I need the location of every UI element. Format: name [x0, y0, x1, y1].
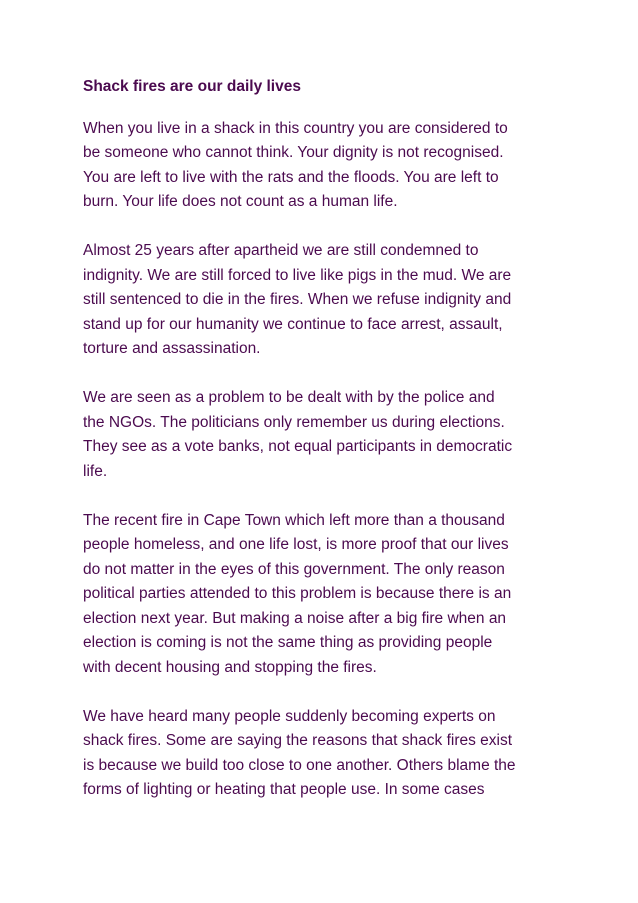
paragraph-line: with decent housing and stopping the fires. [83, 658, 377, 676]
paragraph-line: When you live in a shack in this country you are considered to [83, 119, 508, 137]
paragraph-line: people homeless, and one life lost, is more proof that our lives [83, 536, 509, 553]
paragraph-line: Almost 25 years after apartheid we are still condemned to [83, 242, 479, 259]
paragraph-line: burn. Your life does not count as a human life. [83, 193, 398, 210]
paragraph-line: political parties attended to this problem is because there is an [83, 585, 512, 602]
paragraph-line: indignity. We are still forced to live like pigs in the mud. We are [83, 266, 512, 284]
document-body [83, 75, 603, 827]
paragraph-line: election is coming is not the same thing as providing people [83, 634, 493, 651]
document-title: Shack fires are our daily lives [83, 78, 301, 95]
paragraph-line: election next year. But making a noise after a big fire when an [83, 609, 507, 627]
paragraph-line: life. [83, 462, 108, 480]
paragraph-line: stand up for our humanity we continue to face arrest, assault, [83, 315, 503, 333]
paragraph-line: They see as a vote banks, not equal participants in democratic [83, 438, 513, 455]
paragraph-1 [83, 117, 603, 215]
paragraph-2 [83, 239, 603, 362]
paragraph-4 [83, 509, 603, 681]
paragraph-5 [83, 705, 603, 803]
paragraph-3 [83, 386, 603, 484]
paragraph-line: be someone who cannot think. Your dignity is not recognised. [83, 144, 504, 161]
paragraph-line: The recent fire in Cape Town which left more than a thousand [83, 511, 505, 529]
paragraph-line: You are left to live with the rats and the floods. You are left to [83, 168, 499, 186]
paragraph-line: the NGOs. The politicians only remember us during elections. [83, 413, 505, 431]
paragraph-line: We are seen as a problem to be dealt with by the police and [83, 389, 495, 406]
paragraph-line: is because we build too close to one another. Others blame the [83, 756, 516, 774]
paragraph-line: forms of lighting or heating that people use. In some cases [83, 781, 485, 798]
paragraph-line: We have heard many people suddenly becoming experts on [83, 707, 496, 725]
paragraph-line: still sentenced to die in the fires. When we refuse indignity and [83, 291, 512, 308]
paragraph-line: do not matter in the eyes of this government. The only reason [83, 560, 505, 578]
paragraph-line: shack fires. Some are saying the reasons that shack fires exist [83, 732, 513, 749]
paragraph-line: torture and assassination. [83, 340, 261, 357]
